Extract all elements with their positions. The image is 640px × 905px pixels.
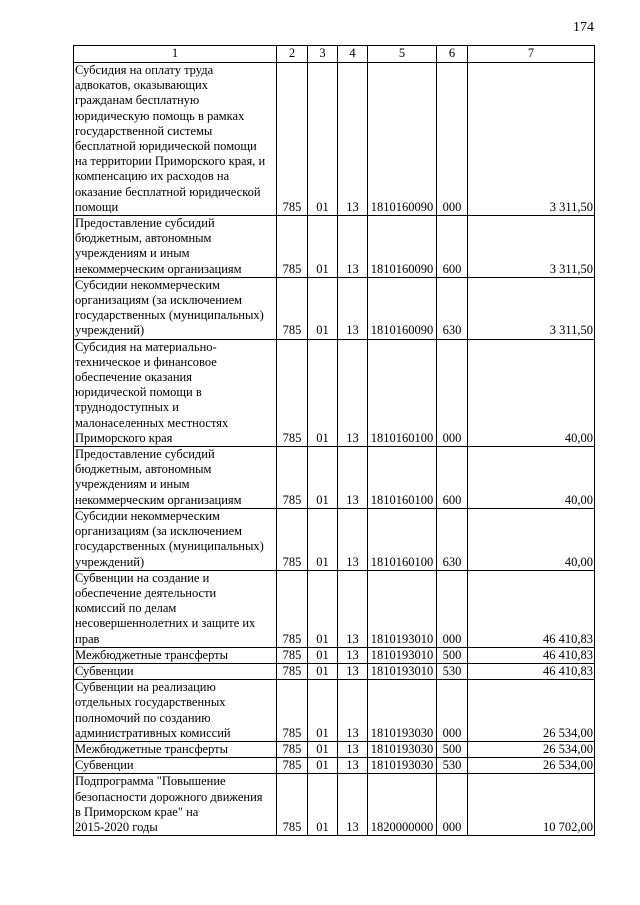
cell-code-ministry: 785: [277, 741, 308, 757]
cell-code-ministry: 785: [277, 447, 308, 509]
cell-code-ministry: 785: [277, 570, 308, 647]
cell-name: Субвенции на создание и обеспечение деятельности комиссий по делам несовершеннолетних и защите их прав: [74, 570, 277, 647]
cell-code-subsection: 13: [338, 680, 368, 742]
cell-amount: 3 311,50: [468, 63, 595, 216]
cell-amount: 46 410,83: [468, 570, 595, 647]
table-row: [74, 680, 595, 742]
cell-code-expense-type: 500: [437, 741, 468, 757]
cell-code-expense-type: 000: [437, 63, 468, 216]
cell-amount: 3 311,50: [468, 277, 595, 339]
cell-name: Субсидии некоммерческим организациям (за исключением государственных (муниципальных) учреждений): [74, 508, 277, 570]
cell-code-subsection: 13: [338, 277, 368, 339]
cell-code-subsection: 13: [338, 774, 368, 836]
cell-code-subsection: 13: [338, 447, 368, 509]
cell-code-section: 01: [308, 758, 338, 774]
cell-code-ministry: 785: [277, 663, 308, 679]
cell-code-target: 1810193030: [368, 680, 437, 742]
cell-name: Предоставление субсидий бюджетным, автономным учреждениям и иным некоммерческим организациям: [74, 216, 277, 278]
cell-code-subsection: 13: [338, 663, 368, 679]
column-header: 4: [338, 46, 368, 63]
cell-code-target: 1810160100: [368, 447, 437, 509]
cell-amount: 26 534,00: [468, 758, 595, 774]
budget-table: [73, 45, 595, 836]
table-row: [74, 663, 595, 679]
cell-code-subsection: 13: [338, 339, 368, 446]
cell-code-section: 01: [308, 774, 338, 836]
cell-code-expense-type: 630: [437, 277, 468, 339]
cell-code-subsection: 13: [338, 216, 368, 278]
cell-name: Подпрограмма "Повышение безопасности дорожного движения в Приморском крае" на 2015-2020 годы: [74, 774, 277, 836]
cell-code-ministry: 785: [277, 508, 308, 570]
table-row: [74, 741, 595, 757]
cell-code-subsection: 13: [338, 508, 368, 570]
cell-name: Предоставление субсидий бюджетным, автономным учреждениям и иным некоммерческим организациям: [74, 447, 277, 509]
header-row: [74, 46, 595, 63]
cell-name: Субсидия на оплату труда адвокатов, оказывающих гражданам бесплатную юридическую помощь в рамках государственной системы бесплатной юридической помощи на территории Приморского края, и компенсацию их расходов на оказание бесплатной юридической помощи: [74, 63, 277, 216]
cell-code-target: 1810160090: [368, 216, 437, 278]
cell-code-section: 01: [308, 216, 338, 278]
cell-code-target: 1810193030: [368, 758, 437, 774]
cell-name: Субвенции: [74, 663, 277, 679]
table-row: [74, 277, 595, 339]
cell-code-target: 1810193030: [368, 741, 437, 757]
cell-code-expense-type: 600: [437, 447, 468, 509]
cell-code-expense-type: 000: [437, 570, 468, 647]
cell-code-target: 1810160100: [368, 508, 437, 570]
cell-code-subsection: 13: [338, 741, 368, 757]
cell-code-section: 01: [308, 447, 338, 509]
cell-code-section: 01: [308, 63, 338, 216]
cell-amount: 40,00: [468, 339, 595, 446]
page-number: 174: [573, 20, 594, 35]
column-header: 1: [74, 46, 277, 63]
column-header: 5: [368, 46, 437, 63]
cell-code-section: 01: [308, 680, 338, 742]
cell-code-ministry: 785: [277, 758, 308, 774]
cell-code-ministry: 785: [277, 774, 308, 836]
cell-code-subsection: 13: [338, 63, 368, 216]
cell-name: Субвенции на реализацию отдельных государственных полномочий по созданию административных комиссий: [74, 680, 277, 742]
cell-code-section: 01: [308, 570, 338, 647]
cell-amount: 40,00: [468, 447, 595, 509]
cell-code-section: 01: [308, 741, 338, 757]
cell-code-target: 1810193010: [368, 647, 437, 663]
cell-code-section: 01: [308, 508, 338, 570]
cell-code-section: 01: [308, 663, 338, 679]
cell-code-ministry: 785: [277, 277, 308, 339]
cell-amount: 26 534,00: [468, 741, 595, 757]
cell-code-ministry: 785: [277, 216, 308, 278]
cell-code-target: 1810193010: [368, 663, 437, 679]
cell-code-expense-type: 630: [437, 508, 468, 570]
table-row: [74, 570, 595, 647]
column-header: 7: [468, 46, 595, 63]
cell-code-target: 1810160090: [368, 277, 437, 339]
cell-code-ministry: 785: [277, 647, 308, 663]
cell-name: Субсидия на материально- техническое и финансовое обеспечение оказания юридической помощи в труднодоступных и малонаселенных местностях Приморского края: [74, 339, 277, 446]
cell-code-target: 1810193010: [368, 570, 437, 647]
cell-code-expense-type: 000: [437, 339, 468, 446]
cell-code-expense-type: 530: [437, 663, 468, 679]
column-header: 3: [308, 46, 338, 63]
table-row: [74, 508, 595, 570]
cell-code-subsection: 13: [338, 647, 368, 663]
table-row: [74, 447, 595, 509]
cell-amount: 26 534,00: [468, 680, 595, 742]
cell-code-section: 01: [308, 277, 338, 339]
cell-code-ministry: 785: [277, 339, 308, 446]
cell-code-section: 01: [308, 647, 338, 663]
table-row: [74, 774, 595, 836]
table-row: [74, 216, 595, 278]
table-row: [74, 758, 595, 774]
cell-name: Межбюджетные трансферты: [74, 741, 277, 757]
cell-name: Субвенции: [74, 758, 277, 774]
cell-amount: 40,00: [468, 508, 595, 570]
cell-code-expense-type: 500: [437, 647, 468, 663]
cell-code-expense-type: 000: [437, 774, 468, 836]
cell-code-subsection: 13: [338, 758, 368, 774]
cell-code-target: 1810160090: [368, 63, 437, 216]
cell-amount: 46 410,83: [468, 663, 595, 679]
table-row: [74, 63, 595, 216]
column-header: 6: [437, 46, 468, 63]
cell-code-target: 1820000000: [368, 774, 437, 836]
cell-amount: 46 410,83: [468, 647, 595, 663]
cell-code-ministry: 785: [277, 63, 308, 216]
cell-code-ministry: 785: [277, 680, 308, 742]
column-header: 2: [277, 46, 308, 63]
cell-code-subsection: 13: [338, 570, 368, 647]
cell-amount: 10 702,00: [468, 774, 595, 836]
cell-code-section: 01: [308, 339, 338, 446]
table-row: [74, 339, 595, 446]
cell-code-expense-type: 530: [437, 758, 468, 774]
table-row: [74, 647, 595, 663]
cell-code-expense-type: 000: [437, 680, 468, 742]
cell-amount: 3 311,50: [468, 216, 595, 278]
cell-name: Межбюджетные трансферты: [74, 647, 277, 663]
cell-code-expense-type: 600: [437, 216, 468, 278]
cell-code-target: 1810160100: [368, 339, 437, 446]
cell-name: Субсидии некоммерческим организациям (за исключением государственных (муниципальных) учреждений): [74, 277, 277, 339]
